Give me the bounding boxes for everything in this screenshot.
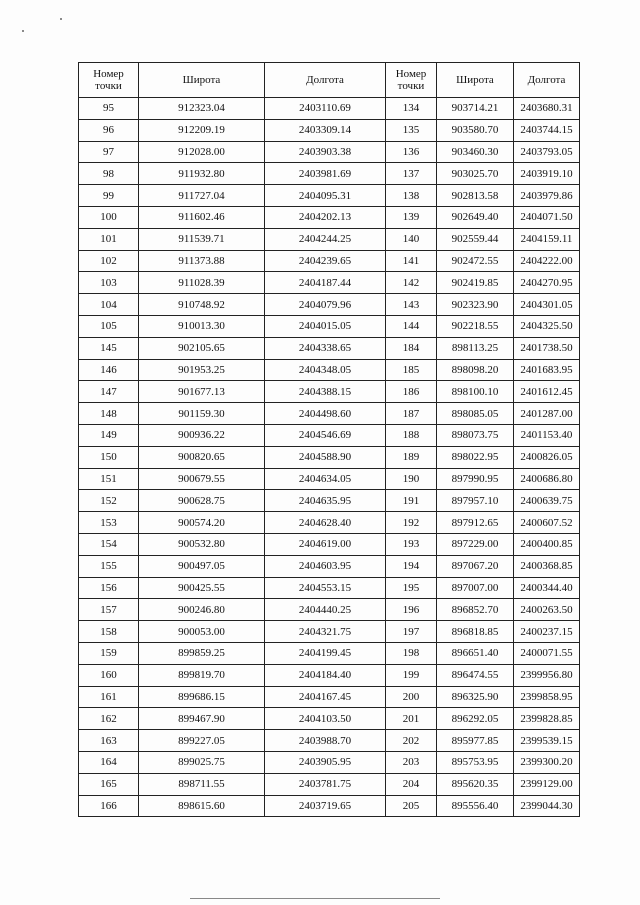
point-number-cell: 185 (386, 359, 437, 381)
longitude-cell: 2403919.10 (514, 163, 580, 185)
latitude-cell: 902559.44 (437, 228, 514, 250)
point-number-cell: 139 (386, 206, 437, 228)
point-number-cell: 166 (79, 795, 139, 817)
point-number-cell: 194 (386, 555, 437, 577)
longitude-cell: 2399300.20 (514, 751, 580, 773)
latitude-cell: 899227.05 (139, 730, 265, 752)
table-row (79, 163, 580, 185)
longitude-cell: 2400607.52 (514, 512, 580, 534)
point-number-cell: 141 (386, 250, 437, 272)
point-number-cell: 149 (79, 424, 139, 446)
point-number-cell: 156 (79, 577, 139, 599)
latitude-cell: 912028.00 (139, 141, 265, 163)
point-number-cell: 145 (79, 337, 139, 359)
latitude-cell: 897229.00 (437, 533, 514, 555)
point-number-cell: 159 (79, 642, 139, 664)
longitude-cell: 2404202.13 (265, 206, 386, 228)
table-row (79, 642, 580, 664)
point-number-cell: 102 (79, 250, 139, 272)
point-number-cell: 148 (79, 403, 139, 425)
table-row (79, 577, 580, 599)
latitude-cell: 900574.20 (139, 512, 265, 534)
latitude-cell: 899025.75 (139, 751, 265, 773)
longitude-cell: 2404187.44 (265, 272, 386, 294)
latitude-cell: 896818.85 (437, 621, 514, 643)
scan-speck (22, 30, 24, 32)
latitude-cell: 903025.70 (437, 163, 514, 185)
longitude-cell: 2403719.65 (265, 795, 386, 817)
point-number-cell: 195 (386, 577, 437, 599)
point-number-cell: 198 (386, 642, 437, 664)
table-row (79, 555, 580, 577)
longitude-cell: 2401287.00 (514, 403, 580, 425)
longitude-cell: 2404628.40 (265, 512, 386, 534)
point-number-cell: 201 (386, 708, 437, 730)
latitude-cell: 902813.58 (437, 185, 514, 207)
point-number-cell: 186 (386, 381, 437, 403)
longitude-cell: 2404270.95 (514, 272, 580, 294)
longitude-header: Долгота (265, 63, 386, 98)
point-number-cell: 95 (79, 98, 139, 120)
latitude-cell: 910013.30 (139, 315, 265, 337)
point-number-cell: 104 (79, 294, 139, 316)
longitude-cell: 2401153.40 (514, 424, 580, 446)
latitude-cell: 897957.10 (437, 490, 514, 512)
latitude-cell: 912323.04 (139, 98, 265, 120)
point-number-cell: 184 (386, 337, 437, 359)
longitude-cell: 2400686.80 (514, 468, 580, 490)
longitude-cell: 2400344.40 (514, 577, 580, 599)
latitude-cell: 898022.95 (437, 446, 514, 468)
point-number-cell: 163 (79, 730, 139, 752)
longitude-cell: 2399956.80 (514, 664, 580, 686)
table-row (79, 359, 580, 381)
coordinates-table (78, 62, 580, 817)
longitude-cell: 2404498.60 (265, 403, 386, 425)
latitude-cell: 895556.40 (437, 795, 514, 817)
longitude-cell: 2404321.75 (265, 621, 386, 643)
latitude-cell: 912209.19 (139, 119, 265, 141)
longitude-cell: 2400400.85 (514, 533, 580, 555)
latitude-cell: 911932.80 (139, 163, 265, 185)
latitude-cell: 898100.10 (437, 381, 514, 403)
point-number-cell: 147 (79, 381, 139, 403)
point-number-cell: 197 (386, 621, 437, 643)
latitude-cell: 895620.35 (437, 773, 514, 795)
longitude-cell: 2403680.31 (514, 98, 580, 120)
longitude-cell: 2404222.00 (514, 250, 580, 272)
point-number-cell: 98 (79, 163, 139, 185)
longitude-cell: 2404015.05 (265, 315, 386, 337)
longitude-cell: 2399129.00 (514, 773, 580, 795)
latitude-header: Широта (437, 63, 514, 98)
longitude-cell: 2404588.90 (265, 446, 386, 468)
longitude-cell: 2404634.05 (265, 468, 386, 490)
table-row (79, 599, 580, 621)
point-number-cell: 100 (79, 206, 139, 228)
table-row (79, 381, 580, 403)
latitude-cell: 896474.55 (437, 664, 514, 686)
longitude-cell: 2403744.15 (514, 119, 580, 141)
point-number-cell: 161 (79, 686, 139, 708)
longitude-cell: 2403988.70 (265, 730, 386, 752)
latitude-cell: 900425.55 (139, 577, 265, 599)
point-number-cell: 152 (79, 490, 139, 512)
longitude-cell: 2403981.69 (265, 163, 386, 185)
latitude-cell: 900936.22 (139, 424, 265, 446)
longitude-cell: 2404603.95 (265, 555, 386, 577)
point-number-cell: 144 (386, 315, 437, 337)
latitude-cell: 898711.55 (139, 773, 265, 795)
point-number-cell: 146 (79, 359, 139, 381)
longitude-cell: 2404103.50 (265, 708, 386, 730)
longitude-cell: 2403905.95 (265, 751, 386, 773)
latitude-cell: 895977.85 (437, 730, 514, 752)
longitude-cell: 2403309.14 (265, 119, 386, 141)
table-row (79, 272, 580, 294)
latitude-cell: 898098.20 (437, 359, 514, 381)
point-number-cell: 199 (386, 664, 437, 686)
scan-edge-line (190, 898, 440, 899)
latitude-cell: 911539.71 (139, 228, 265, 250)
table-row (79, 512, 580, 534)
longitude-cell: 2404079.96 (265, 294, 386, 316)
longitude-cell: 2404440.25 (265, 599, 386, 621)
longitude-cell: 2400071.55 (514, 642, 580, 664)
longitude-cell: 2404338.65 (265, 337, 386, 359)
table-row (79, 686, 580, 708)
table-row (79, 708, 580, 730)
latitude-cell: 898073.75 (437, 424, 514, 446)
table-row (79, 730, 580, 752)
point-number-cell: 158 (79, 621, 139, 643)
longitude-cell: 2404167.45 (265, 686, 386, 708)
point-number-cell: 193 (386, 533, 437, 555)
longitude-cell: 2400826.05 (514, 446, 580, 468)
point-number-cell: 160 (79, 664, 139, 686)
longitude-cell: 2400237.15 (514, 621, 580, 643)
table-row (79, 424, 580, 446)
longitude-cell: 2404325.50 (514, 315, 580, 337)
latitude-cell: 902472.55 (437, 250, 514, 272)
latitude-cell: 910748.92 (139, 294, 265, 316)
point-number-cell: 99 (79, 185, 139, 207)
latitude-cell: 901677.13 (139, 381, 265, 403)
point-number-cell: 190 (386, 468, 437, 490)
latitude-cell: 898615.60 (139, 795, 265, 817)
point-number-cell: 105 (79, 315, 139, 337)
longitude-cell: 2404635.95 (265, 490, 386, 512)
point-number-cell: 189 (386, 446, 437, 468)
point-number-cell: 97 (79, 141, 139, 163)
latitude-cell: 902105.65 (139, 337, 265, 359)
point-number-cell: 200 (386, 686, 437, 708)
latitude-header: Широта (139, 63, 265, 98)
longitude-cell: 2399539.15 (514, 730, 580, 752)
longitude-cell: 2404546.69 (265, 424, 386, 446)
point-number-cell: 202 (386, 730, 437, 752)
latitude-cell: 903714.21 (437, 98, 514, 120)
point-number-cell: 204 (386, 773, 437, 795)
table-row (79, 621, 580, 643)
point-number-cell: 188 (386, 424, 437, 446)
table-row (79, 490, 580, 512)
table-row (79, 228, 580, 250)
point-number-cell: 205 (386, 795, 437, 817)
longitude-cell: 2401612.45 (514, 381, 580, 403)
point-number-cell: 154 (79, 533, 139, 555)
longitude-cell: 2404244.25 (265, 228, 386, 250)
longitude-cell: 2401738.50 (514, 337, 580, 359)
latitude-cell: 897912.65 (437, 512, 514, 534)
table-header-row (79, 63, 580, 98)
table-row (79, 206, 580, 228)
table-row (79, 119, 580, 141)
longitude-cell: 2399858.95 (514, 686, 580, 708)
table-row (79, 446, 580, 468)
table-row (79, 533, 580, 555)
point-number-cell: 143 (386, 294, 437, 316)
point-number-cell: 96 (79, 119, 139, 141)
latitude-cell: 897990.95 (437, 468, 514, 490)
longitude-cell: 2404301.05 (514, 294, 580, 316)
point-number-cell: 203 (386, 751, 437, 773)
latitude-cell: 900246.80 (139, 599, 265, 621)
longitude-cell: 2403110.69 (265, 98, 386, 120)
longitude-cell: 2404348.05 (265, 359, 386, 381)
point-number-cell: 137 (386, 163, 437, 185)
point-number-cell: 155 (79, 555, 139, 577)
table-row (79, 337, 580, 359)
table-row (79, 403, 580, 425)
longitude-cell: 2404095.31 (265, 185, 386, 207)
latitude-cell: 897067.20 (437, 555, 514, 577)
longitude-cell: 2403979.86 (514, 185, 580, 207)
longitude-cell: 2399828.85 (514, 708, 580, 730)
point-number-cell: 142 (386, 272, 437, 294)
longitude-header: Долгота (514, 63, 580, 98)
table-row (79, 664, 580, 686)
point-number-header: Номер точки (79, 63, 139, 98)
table-row (79, 98, 580, 120)
longitude-cell: 2399044.30 (514, 795, 580, 817)
latitude-cell: 902419.85 (437, 272, 514, 294)
table-row (79, 185, 580, 207)
longitude-cell: 2400263.50 (514, 599, 580, 621)
latitude-cell: 902218.55 (437, 315, 514, 337)
longitude-cell: 2404388.15 (265, 381, 386, 403)
point-number-cell: 136 (386, 141, 437, 163)
longitude-cell: 2400639.75 (514, 490, 580, 512)
latitude-cell: 911602.46 (139, 206, 265, 228)
longitude-cell: 2404199.45 (265, 642, 386, 664)
point-number-cell: 196 (386, 599, 437, 621)
latitude-cell: 898113.25 (437, 337, 514, 359)
latitude-cell: 896651.40 (437, 642, 514, 664)
table-row (79, 468, 580, 490)
latitude-cell: 900679.55 (139, 468, 265, 490)
longitude-cell: 2404239.65 (265, 250, 386, 272)
latitude-cell: 900532.80 (139, 533, 265, 555)
point-number-cell: 191 (386, 490, 437, 512)
latitude-cell: 900053.00 (139, 621, 265, 643)
latitude-cell: 896292.05 (437, 708, 514, 730)
latitude-cell: 895753.95 (437, 751, 514, 773)
point-number-cell: 140 (386, 228, 437, 250)
point-number-cell: 103 (79, 272, 139, 294)
point-number-cell: 150 (79, 446, 139, 468)
longitude-cell: 2404184.40 (265, 664, 386, 686)
longitude-cell: 2403781.75 (265, 773, 386, 795)
point-number-cell: 135 (386, 119, 437, 141)
table-row (79, 751, 580, 773)
table-body (79, 98, 580, 817)
point-number-cell: 138 (386, 185, 437, 207)
latitude-cell: 900497.05 (139, 555, 265, 577)
table-row (79, 795, 580, 817)
point-number-header: Номер точки (386, 63, 437, 98)
latitude-cell: 911727.04 (139, 185, 265, 207)
longitude-cell: 2404619.00 (265, 533, 386, 555)
point-number-cell: 153 (79, 512, 139, 534)
longitude-cell: 2403903.38 (265, 141, 386, 163)
latitude-cell: 911028.39 (139, 272, 265, 294)
longitude-cell: 2404159.11 (514, 228, 580, 250)
scan-speck (60, 18, 62, 20)
table-row (79, 294, 580, 316)
point-number-cell: 101 (79, 228, 139, 250)
longitude-cell: 2404553.15 (265, 577, 386, 599)
latitude-cell: 900628.75 (139, 490, 265, 512)
latitude-cell: 899819.70 (139, 664, 265, 686)
latitude-cell: 899686.15 (139, 686, 265, 708)
latitude-cell: 900820.65 (139, 446, 265, 468)
table-row (79, 250, 580, 272)
latitude-cell: 897007.00 (437, 577, 514, 599)
point-number-cell: 164 (79, 751, 139, 773)
longitude-cell: 2400368.85 (514, 555, 580, 577)
longitude-cell: 2404071.50 (514, 206, 580, 228)
table-row (79, 315, 580, 337)
latitude-cell: 899467.90 (139, 708, 265, 730)
latitude-cell: 901953.25 (139, 359, 265, 381)
table-row (79, 773, 580, 795)
point-number-cell: 151 (79, 468, 139, 490)
latitude-cell: 911373.88 (139, 250, 265, 272)
point-number-cell: 157 (79, 599, 139, 621)
latitude-cell: 899859.25 (139, 642, 265, 664)
point-number-cell: 134 (386, 98, 437, 120)
point-number-cell: 165 (79, 773, 139, 795)
table-row (79, 141, 580, 163)
latitude-cell: 902323.90 (437, 294, 514, 316)
latitude-cell: 902649.40 (437, 206, 514, 228)
point-number-cell: 187 (386, 403, 437, 425)
point-number-cell: 162 (79, 708, 139, 730)
point-number-cell: 192 (386, 512, 437, 534)
latitude-cell: 896852.70 (437, 599, 514, 621)
latitude-cell: 903580.70 (437, 119, 514, 141)
latitude-cell: 898085.05 (437, 403, 514, 425)
latitude-cell: 896325.90 (437, 686, 514, 708)
longitude-cell: 2403793.05 (514, 141, 580, 163)
latitude-cell: 901159.30 (139, 403, 265, 425)
latitude-cell: 903460.30 (437, 141, 514, 163)
longitude-cell: 2401683.95 (514, 359, 580, 381)
